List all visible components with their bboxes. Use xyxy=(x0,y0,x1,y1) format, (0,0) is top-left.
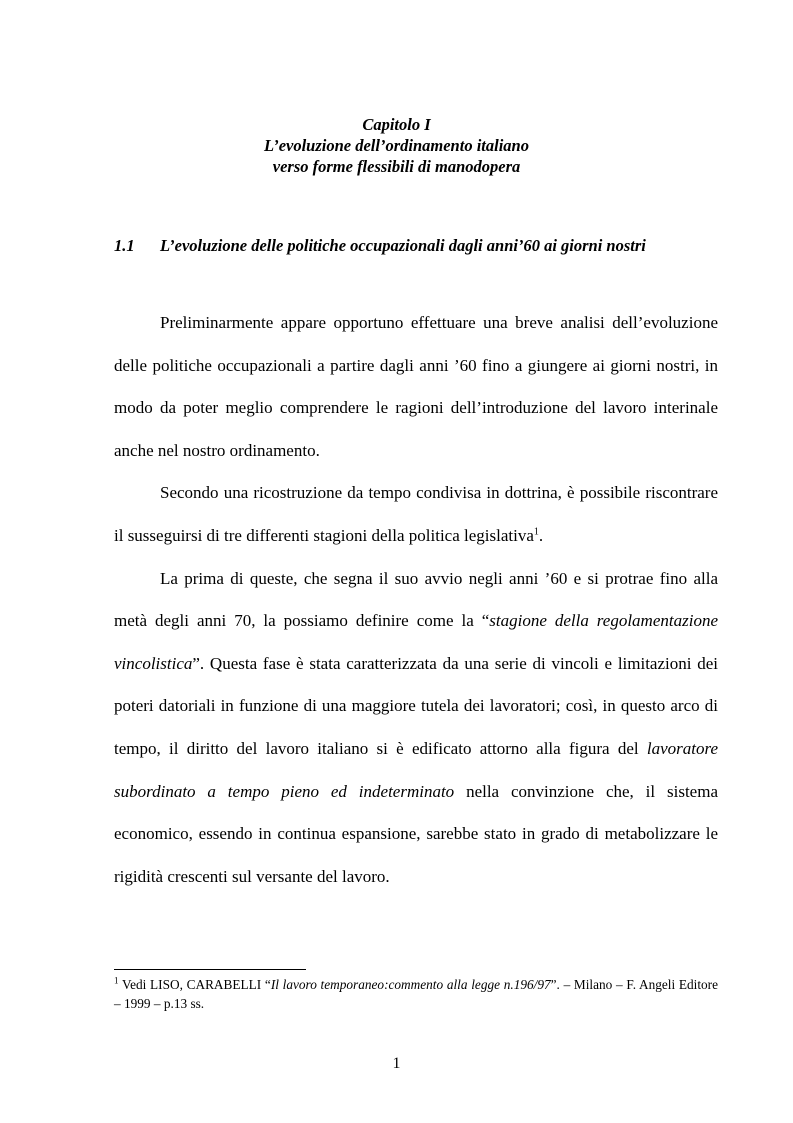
body-text xyxy=(114,302,718,898)
paragraph-3-text-c: nella convinzione che, il sistema economico, essendo in continua espansione, sarebbe stato in grado di metabolizzare le rigidità crescenti sul versante del lavoro. xyxy=(114,781,718,886)
section-heading xyxy=(114,235,724,256)
footnote-text-b: ”. – Milano – F. Angeli Editore – 1999 – p.13 ss. xyxy=(114,977,719,1011)
footnote-reference: 1 xyxy=(533,526,539,538)
paragraph-3 xyxy=(114,558,718,899)
paragraph-1-text: Preliminarmente appare opportuno effettuare una breve analisi dell’evoluzione delle politiche occupazionali a partire dagli anni ’60 fino a giungere ai giorni nostri, in modo da poter meglio comprendere le ragioni dell’introduzione del lavoro interinale anche nel nostro ordinamento. xyxy=(114,313,718,460)
section-title: L’evoluzione delle politiche occupazionali dagli anni’60 ai giorni nostri xyxy=(160,236,646,255)
footnote-text-a: Vedi LISO, CARABELLI “ xyxy=(118,977,271,992)
paragraph-3-italic-1: stagione della regolamentazione vincolistica xyxy=(114,611,718,673)
paragraph-2-text: Secondo una ricostruzione da tempo condivisa in dottrina, è possibile riscontrare il susseguirsi di tre differenti stagioni della politica legislativa xyxy=(114,483,718,545)
section-number: 1.1 xyxy=(114,236,135,255)
paragraph-3-text-b: ”. Questa fase è stata caratterizzata da una serie di vincoli e limitazioni dei poteri datoriali in funzione di una maggiore tutela dei lavoratori; così, in questo arco di tempo, il diritto del lavoro italiano si è edificato attorno alla figura del xyxy=(114,653,718,758)
chapter-heading xyxy=(0,114,793,177)
page-number: 1 xyxy=(392,1055,401,1072)
paragraph-2 xyxy=(114,472,718,557)
paragraph-3-italic-2: lavoratore subordinato a tempo pieno ed indeterminato xyxy=(114,738,718,801)
paragraph-3-text-a: La prima di queste, che segna il suo avvio negli anni ’60 e si protrae fino alla metà degli anni 70, la possiamo definire come la “ xyxy=(114,568,718,631)
chapter-title-line-2: verso forme flessibili di manodopera xyxy=(272,157,521,176)
paragraph-1 xyxy=(114,302,718,472)
footnote-italic-title: Il lavoro temporaneo:commento alla legge n.196/97 xyxy=(270,977,551,992)
footnote-divider xyxy=(114,969,306,970)
footnote-marker: 1 xyxy=(114,975,119,986)
footnote xyxy=(114,975,718,1013)
chapter-title-line-1: L’evoluzione dell’ordinamento italiano xyxy=(264,136,529,155)
chapter-label: Capitolo I xyxy=(362,115,431,134)
paragraph-2-end: . xyxy=(538,525,544,545)
